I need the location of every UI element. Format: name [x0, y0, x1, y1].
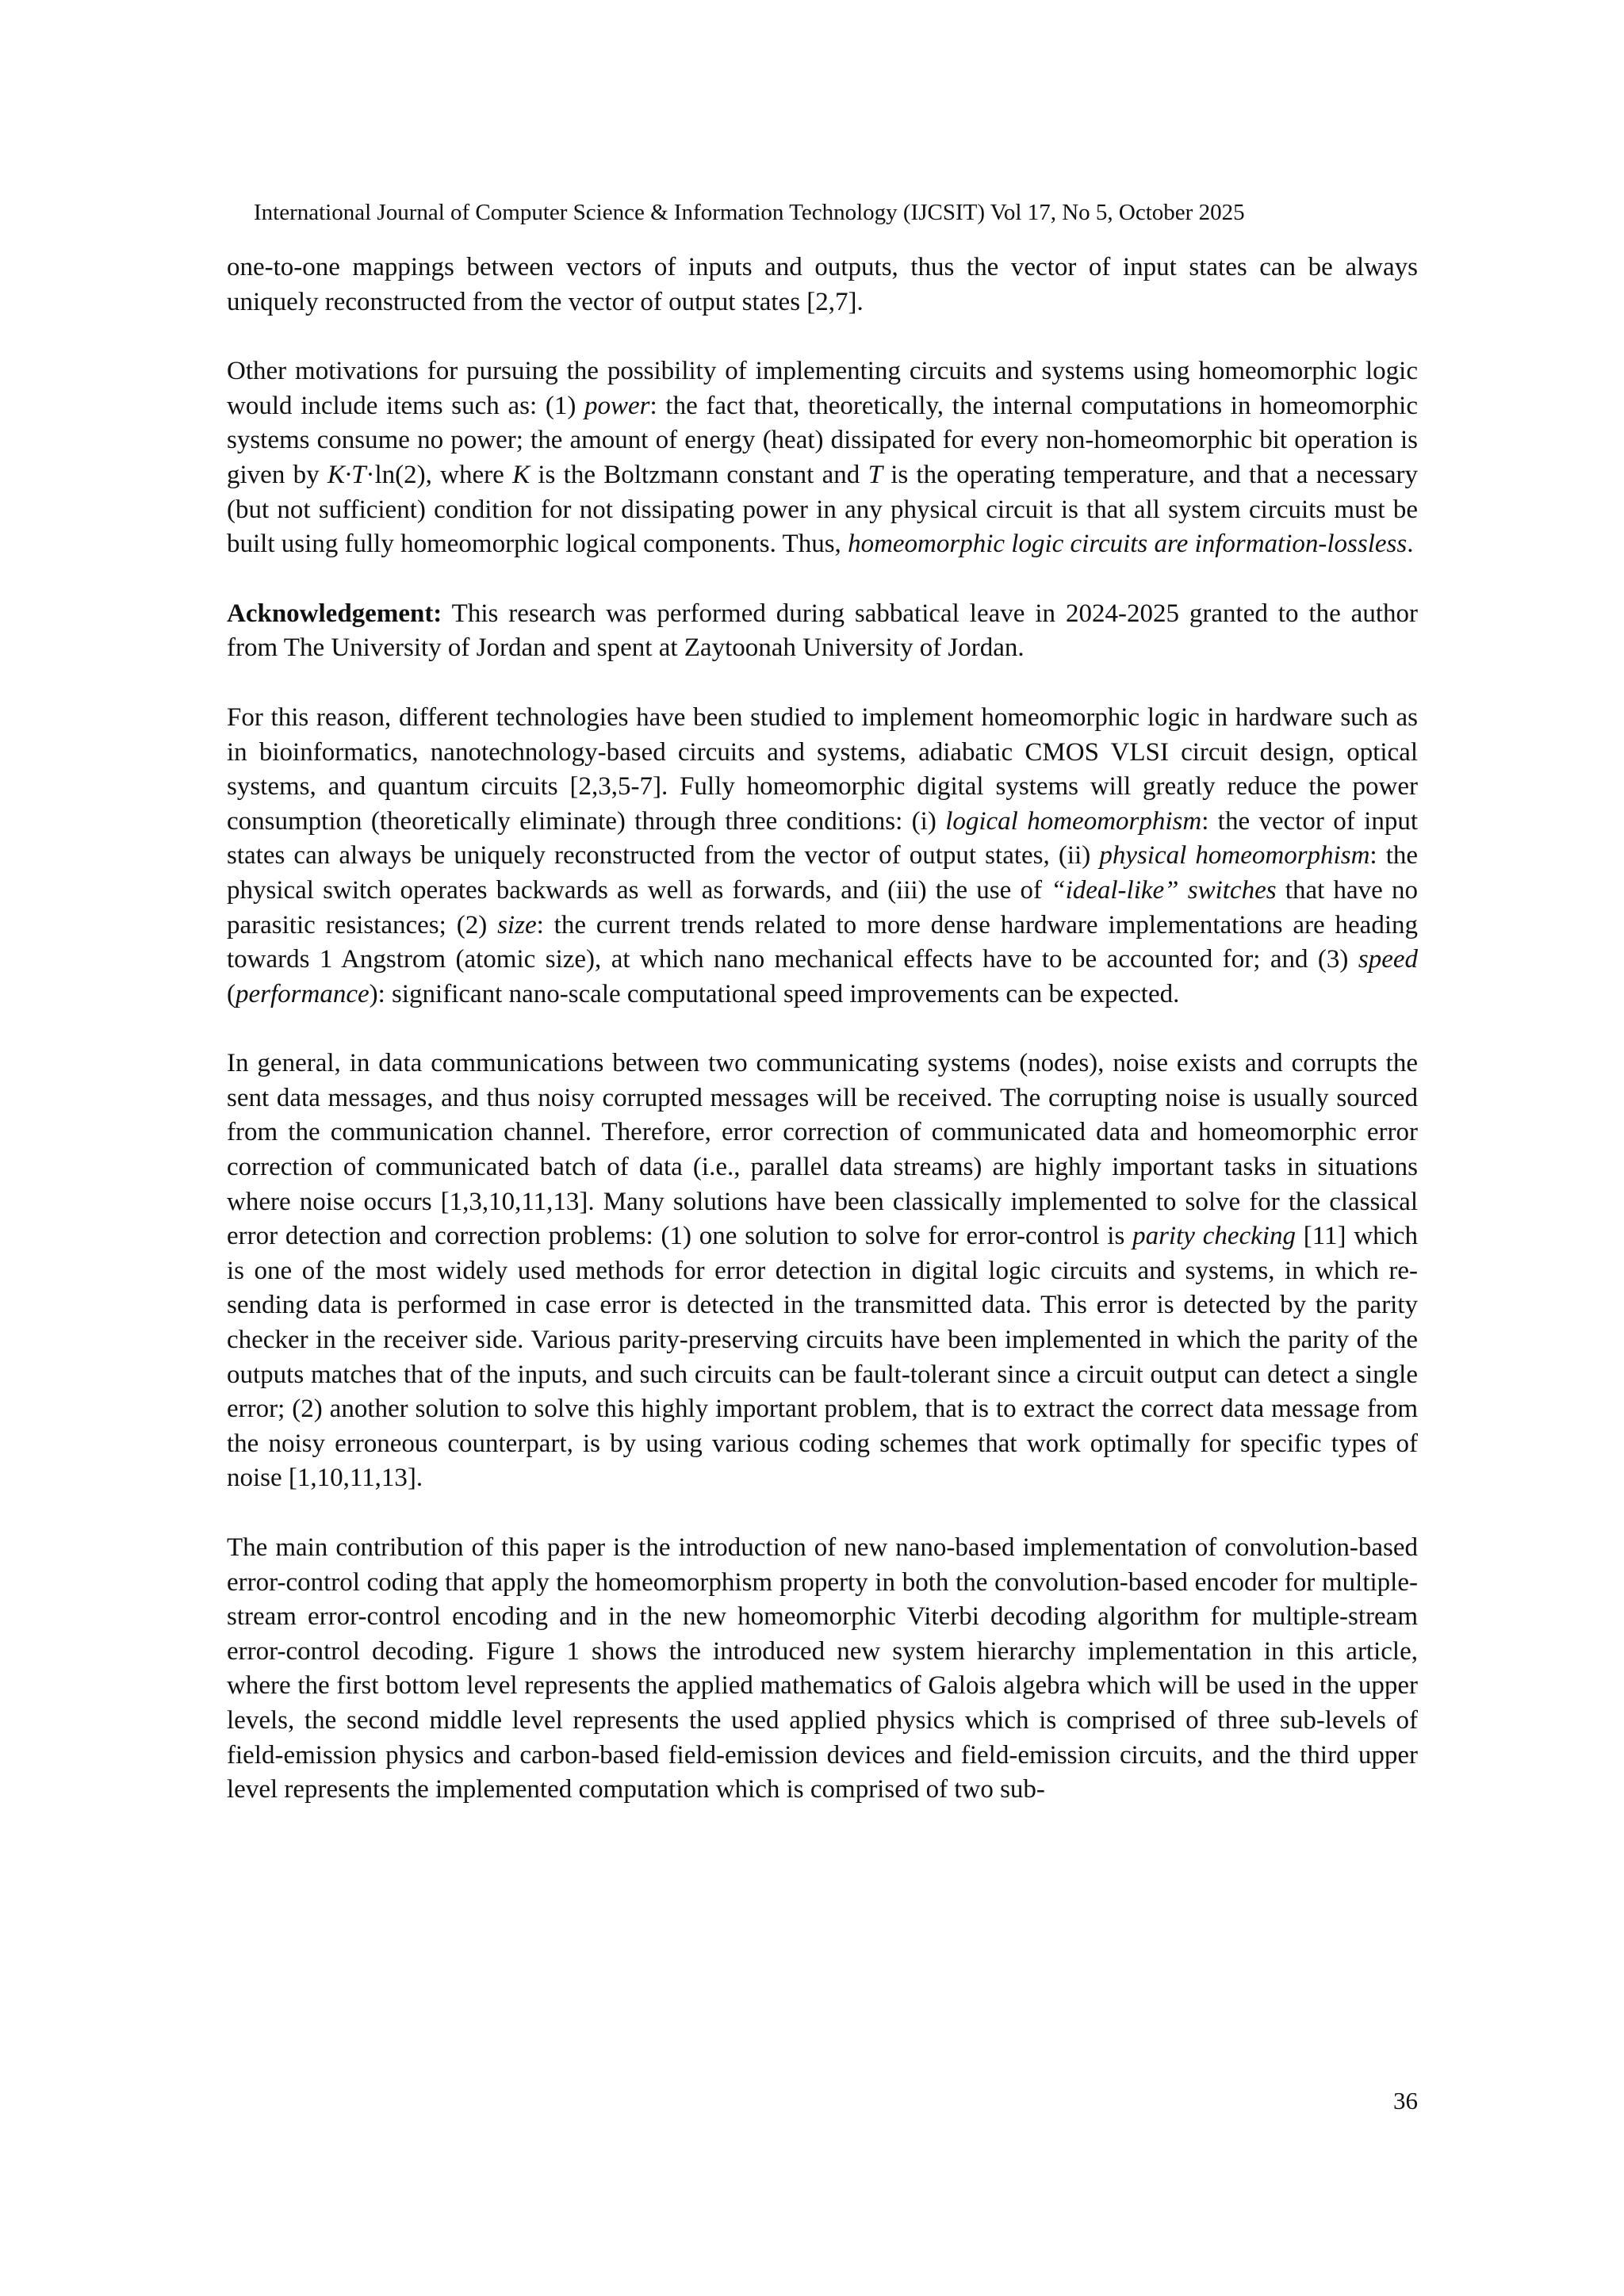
emphasis-performance: performance — [236, 979, 370, 1008]
text-run: ·ln(2), where — [366, 460, 513, 489]
text-run: : the vector of input states can always be uniquely reconstructed from the vector of output states, (ii) — [227, 806, 1418, 871]
text-run: : the physical switch operates backwards as well as forwards, and (iii) the use of — [227, 841, 1419, 905]
emphasis-physical-homeomorphism: physical homeomorphism — [1099, 841, 1370, 871]
page-number: 36 — [1393, 2087, 1418, 2114]
symbol-k: K — [512, 460, 530, 489]
text-run: . — [1407, 530, 1414, 559]
symbol-t: T — [868, 460, 883, 489]
paragraph-2 — [227, 354, 1418, 562]
acknowledgement-label: Acknowledgement: — [227, 599, 442, 628]
paragraph-5 — [227, 1047, 1418, 1496]
text-run: ): significant nano-scale computational speed improvements can be expected. — [369, 979, 1180, 1008]
emphasis-logical-homeomorphism: logical homeomorphism — [945, 806, 1202, 836]
text-run: ( — [227, 979, 236, 1008]
paragraph-1: one-to-one mappings between vectors of inputs and outputs, thus the vector of input states can be always uniquely reconstructed from the vector of output states [2,7]. — [227, 253, 1418, 316]
emphasis-lossless: homeomorphic logic circuits are information-lossless — [848, 530, 1408, 559]
text-run: [11] which is one of the most widely used methods for error detection in digital logic circuits and systems, in which re-sending data is performed in case error is detected in the transmitted data. This error is detected by the parity checker in the receiver side. Various parity-preserving circuits have been implemented in which the parity of the outputs matches that of the inputs, and such circuits can be fault-tolerant since a circuit output can detect a single error; (2) another solution to solve this highly important problem, that is to extract the correct data message from the noisy erroneous counterpart, is by using various coding schemes that work optimally for specific types of noise [1,10,11,13]. — [227, 1222, 1418, 1493]
text-run: that have no parasitic resistances; (2) — [227, 875, 1418, 939]
emphasis-ideal-switches: “ideal-like” switches — [1051, 875, 1277, 905]
text-run: Other motivations for pursuing the possibility of implementing circuits and systems using homeomorphic logic would include items such as: (1) — [227, 357, 1418, 420]
text-run: : the current trends related to more dense hardware implementations are heading towards 1 Angstrom (atomic size), at which nano mechanical effects have to be accounted for; and (3) — [227, 910, 1418, 974]
text-run: is the Boltzmann constant and — [530, 460, 868, 489]
acknowledgement-paragraph — [227, 597, 1418, 666]
paragraph-4 — [227, 701, 1418, 1012]
text-run: : the fact that, theoretically, the internal computations in homeomorphic systems consume no power; the amount of energy (heat) dissipated for every non-homeomorphic bit operation is given by — [227, 391, 1418, 489]
text-run: is the operating temperature, and that a necessary (but not sufficient) condition for not dissipating power in any physical circuit is that all system circuits must be built using fully homeomorphic logical components. Thus, — [227, 460, 1418, 559]
acknowledgement-text: This research was performed during sabbatical leave in 2024-2025 granted to the author from The University of Jordan and spent at Zaytoonah University of Jordan. — [227, 599, 1418, 663]
emphasis-speed: speed — [1358, 945, 1418, 974]
paragraph-6: The main contribution of this paper is the introduction of new nano-based implementation of convolution-based error-control coding that apply the homeomorphism property in both the convolution-based encoder for multiple-stream error-control encoding and in the new homeomorphic Viterbi decoding algorithm for multiple-stream error-control decoding. Figure 1 shows the introduced new system hierarchy implementation in this article, where the first bottom level represents the applied mathematics of Galois algebra which will be used in the upper levels, the second middle level represents the used applied physics which is comprised of three sub-levels of field-emission physics and carbon-based field-emission devices and field-emission circuits, and the third upper level represents the implemented computation which is comprised of two sub- — [227, 1533, 1418, 1804]
text-run: For this reason, different technologies have been studied to implement homeomorphic logic in hardware such as in bioinformatics, nanotechnology-based circuits and systems, adiabatic CMOS VLSI circuit design, optical systems, and quantum circuits [2,3,5-7]. Fully homeomorphic digital systems will greatly reduce the power consumption (theoretically eliminate) through three conditions: (i) — [227, 702, 1418, 836]
emphasis-parity-checking: parity checking — [1132, 1222, 1296, 1251]
running-header: International Journal of Computer Science & Information Technology (IJCSIT) Vol 17, No 5, October 2025 — [254, 200, 1245, 225]
emphasis-power: power — [584, 391, 650, 420]
body-text — [227, 251, 1418, 1808]
formula-kt: K·T — [327, 460, 366, 489]
text-run: In general, in data communications between two communicating systems (nodes), noise exists and corrupts the sent data messages, and thus noisy corrupted messages will be received. The corrupting noise is usually sourced from the communication channel. Therefore, error correction of communicated data and homeomorphic error correction of communicated batch of data (i.e., parallel data streams) are highly important tasks in situations where noise occurs [1,3,10,11,13]. Many solutions have been classically implemented to solve for the classical error detection and correction problems: (1) one solution to solve for error-control is — [227, 1049, 1418, 1251]
emphasis-size: size — [497, 910, 537, 939]
